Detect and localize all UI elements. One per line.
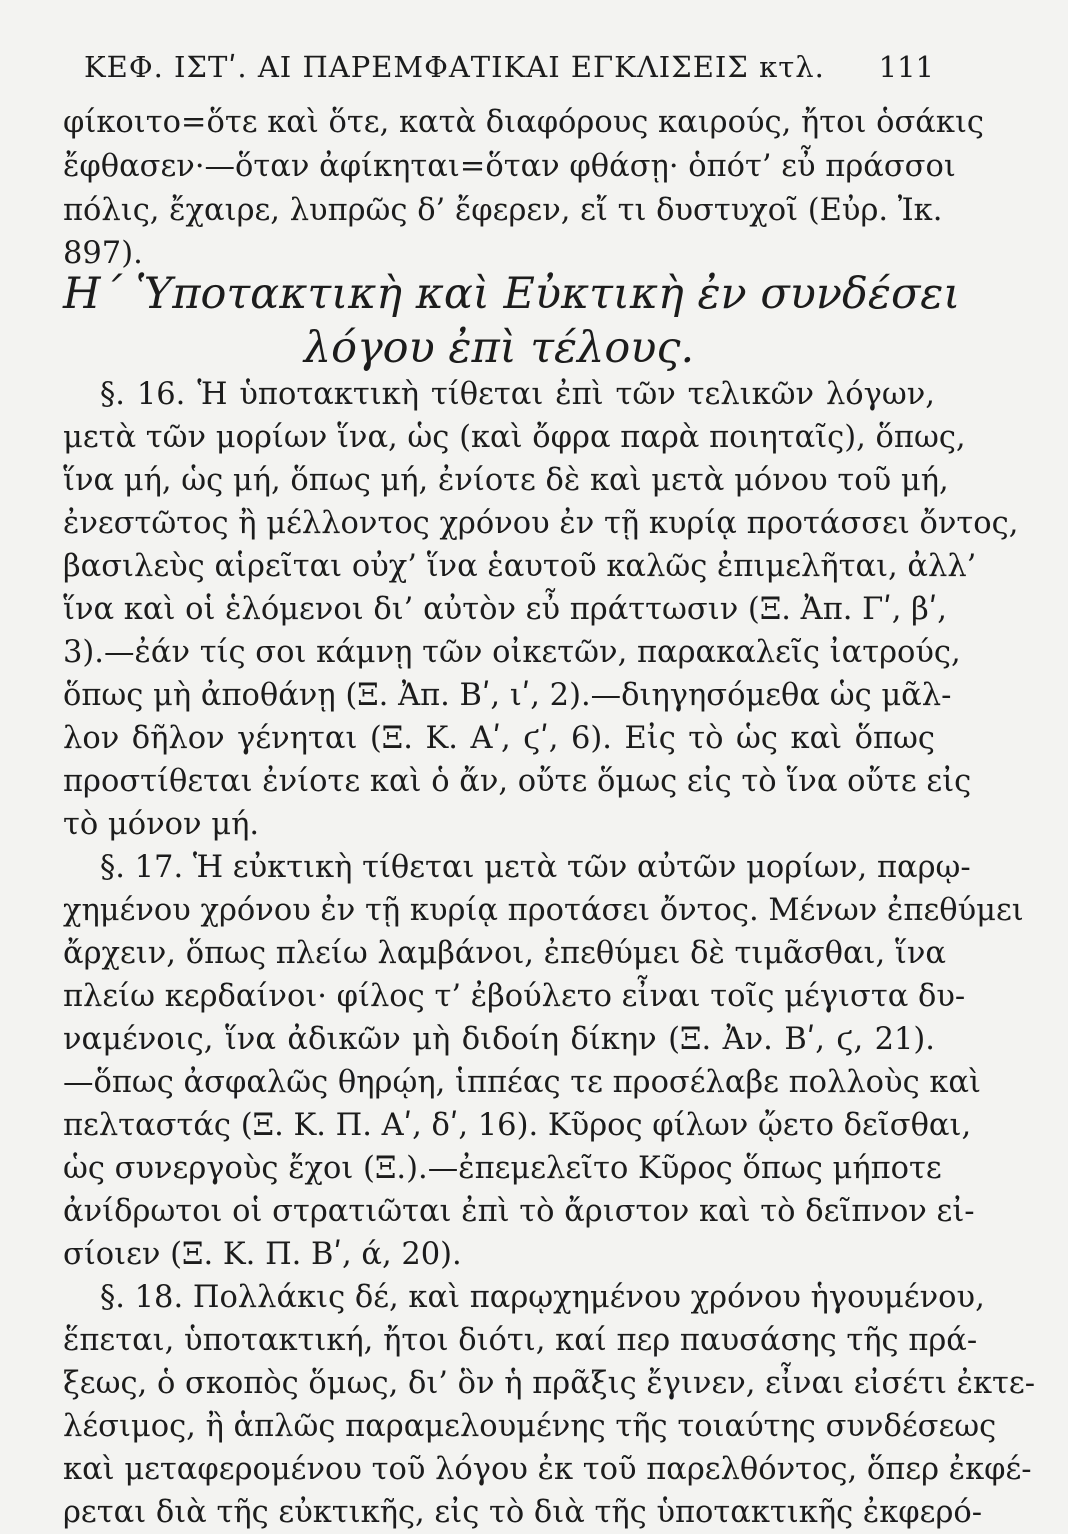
text-line: προστίθεται ἐνίοτε καὶ ὁ ἄν, οὔτε ὅμως εἰς τὸ ἵνα οὔτε εἰς (63, 764, 972, 799)
text-line: —ὅπως ἀσφαλῶς θηρῴη, ἱππέας τε προσέλαβε πολλοὺς καὶ (63, 1065, 981, 1100)
text-line: ἀνίδρωτοι οἱ στρατιῶται ἐπὶ τὸ ἄριστον καὶ τὸ δεῖπνον εἰ- (63, 1194, 975, 1229)
text-line: πόλις, ἔχαιρε, λυπρῶς δ’ ἔφερεν, εἴ τι δυστυχοῖ (Εὐρ. Ἰκ. (63, 193, 943, 228)
text-line: ὡς συνεργοὺς ἔχοι (Ξ.).—ἐπεμελεῖτο Κῦρος ὅπως μήποτε (63, 1151, 942, 1186)
text-line: ναμένοις, ἵνα ἀδικῶν μὴ διδοίη δίκην (Ξ. Ἀν. Βʹ, ϛ, 21). (63, 1022, 935, 1057)
text-line: ἄρχειν, ὅπως πλείω λαμβάνοι, ἐπεθύμει δὲ τιμᾶσθαι, ἵνα (63, 936, 946, 971)
text-line: 3).—ἐάν τίς σοι κάμνῃ τῶν οἰκετῶν, παρακαλεῖς ἰατρούς, (63, 635, 961, 670)
text-line: πελταστάς (Ξ. Κ. Π. Αʹ, δʹ, 16). Κῦρος φίλων ᾤετο δεῖσθαι, (63, 1108, 972, 1143)
text-line: φίκοιτο=ὅτε καὶ ὅτε, κατὰ διαφόρους καιρούς, ἤτοι ὁσάκις (63, 105, 985, 140)
text-line: ἵνα καὶ οἱ ἑλόμενοι δι’ αὐτὸν εὖ πράττωσιν (Ξ. Ἀπ. Γʹ, βʹ, (63, 592, 947, 627)
text-line: καὶ μεταφερομένου τοῦ λόγου ἐκ τοῦ παρελθόντος, ὅπερ ἐκφέ- (63, 1452, 1032, 1487)
text-line: χημένου χρόνου ἐν τῇ κυρίᾳ προτάσει ὄντος. Μένων ἐπεθύμει (63, 893, 1024, 928)
text-line: 897). (63, 236, 143, 271)
paragraph-17-start: §. 17. Ἡ εὐκτικὴ τίθεται μετὰ τῶν αὐτῶν μορίων, παρῳ- (100, 850, 971, 885)
text-line: τὸ μόνον μή. (63, 807, 260, 842)
text-line: μετὰ τῶν μορίων ἵνα, ὡς (καὶ ὄφρα παρὰ ποιηταῖς), ὅπως, (63, 420, 966, 455)
page-number: 111 (878, 50, 934, 84)
text-line: ρεται διὰ τῆς εὐκτικῆς, εἰς τὸ διὰ τῆς ὑποτακτικῆς ἐκφερό- (63, 1495, 983, 1530)
text-line: λέσιμος, ἢ ἁπλῶς παραμελουμένης τῆς τοιαύτης συνδέσεως (63, 1409, 997, 1444)
text-line: πλείω κερδαίνοι· φίλος τ’ ἐβούλετο εἶναι τοῖς μέγιστα δυ- (63, 979, 966, 1014)
text-line: ὅπως μὴ ἀποθάνῃ (Ξ. Ἀπ. Βʹ, ιʹ, 2).—διηγησόμεθα ὡς μᾶλ- (63, 678, 952, 713)
running-title: ΚΕΦ. ΙΣΤʹ. ΑΙ ΠΑΡΕΜΦΑΤΙΚΑΙ ΕΓΚΛΙΣΕΙΣ κτλ. (84, 50, 825, 84)
text-line: ξεως, ὁ σκοπὸς ὅμως, δι’ ὃν ἡ πρᾶξις ἔγινεν, εἶναι εἰσέτι ἐκτε- (63, 1366, 1036, 1401)
section-heading-line1: Η΄ Ὑποτακτικὴ καὶ Εὐκτικὴ ἐν συνδέσει (63, 269, 961, 319)
text-line: βασιλεὺς αἱρεῖται οὐχ’ ἵνα ἑαυτοῦ καλῶς ἐπιμελῆται, ἀλλ’ (63, 549, 977, 584)
text-line: ἔφθασεν·—ὅταν ἀφίκηται=ὅταν φθάσῃ· ὁπότ’ εὖ πράσσοι (63, 149, 956, 184)
text-line: λον δῆλον γένηται (Ξ. Κ. Αʹ, ϛʹ, 6). Εἰς τὸ ὡς καὶ ὅπως (63, 721, 935, 756)
paragraph-18-start: §. 18. Πολλάκις δέ, καὶ παρῳχημένου χρόνου ἡγουμένου, (100, 1280, 985, 1315)
text-line: ἐνεστῶτος ἢ μέλλοντος χρόνου ἐν τῇ κυρίᾳ προτάσσει ὄντος, (63, 506, 1019, 541)
text-line: ἕπεται, ὑποτακτική, ἤτοι διότι, καί περ παυσάσης τῆς πρά- (63, 1323, 978, 1358)
section-heading-line2: λόγου ἐπὶ τέλους. (303, 323, 695, 373)
running-header (84, 50, 934, 90)
text-line: ἵνα μή, ὡς μή, ὅπως μή, ἐνίοτε δὲ καὶ μετὰ μόνου τοῦ μή, (63, 463, 949, 498)
text-line: σίοιεν (Ξ. Κ. Π. Βʹ, ά, 20). (63, 1237, 462, 1272)
paragraph-16-start: §. 16. Ἡ ὑποτακτικὴ τίθεται ἐπὶ τῶν τελικῶν λόγων, (100, 377, 935, 412)
